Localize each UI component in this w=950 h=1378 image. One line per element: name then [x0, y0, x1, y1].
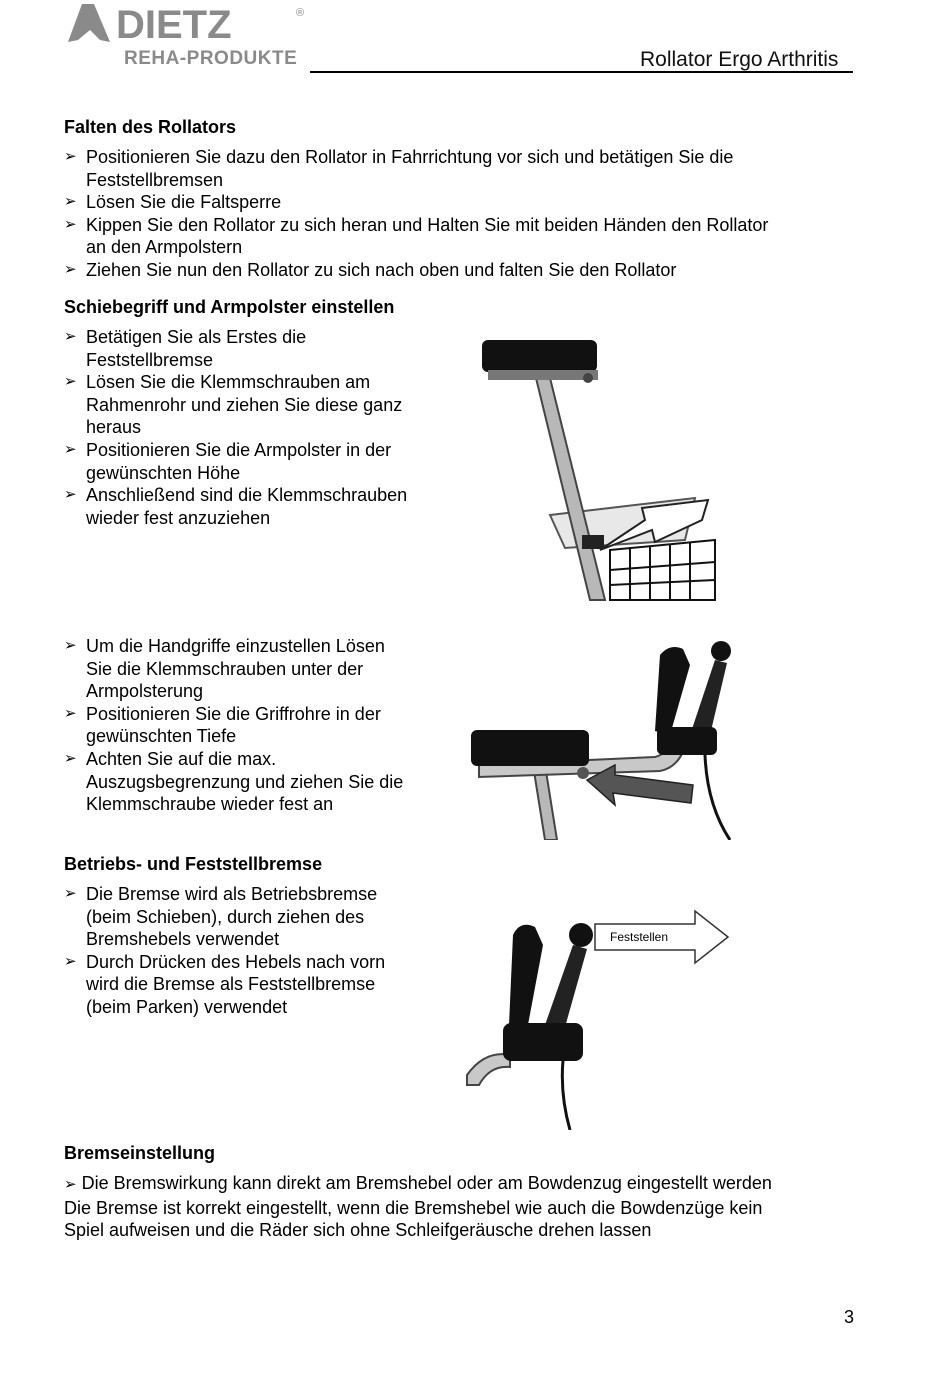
- bullet-arrow-icon: ➢: [64, 749, 77, 767]
- bullet-arrow-icon: ➢: [64, 637, 77, 654]
- header-divider: [310, 71, 853, 73]
- armrest-adjustment-photo: [470, 330, 720, 605]
- bullet-arrow-icon: ➢: [64, 1176, 77, 1193]
- bullet-arrow-icon: ➢: [64, 193, 77, 211]
- list-item: ➢ Um die Handgriffe einzustellen Lösen Sie die Klemmschrauben unter der Armpolsterung: [64, 636, 385, 702]
- list-item: ➢ Die Bremse wird als Betriebsbremse (beim Schieben), durch ziehen des Bremshebels verwendet: [64, 884, 378, 950]
- list-item: ➢ Betätigen Sie als Erstes die Feststellbremse: [64, 327, 307, 370]
- list-item: ➢ Lösen Sie die Faltsperre: [64, 192, 282, 213]
- list-item: ➢ Durch Drücken des Hebels nach vorn wird die Bremse als Feststellbremse (beim Parken) verwendet: [64, 951, 386, 1017]
- list-item: ➢ Lösen Sie die Klemmschrauben am Rahmenrohr und ziehen Sie diese ganz heraus: [64, 372, 403, 438]
- list-item: ➢ Positionieren Sie dazu den Rollator in Fahrrichtung vor sich und betätigen Sie die Feststellbremsen: [64, 147, 734, 190]
- page-number: 3: [843, 1307, 854, 1327]
- paragraph-line: Die Bremse ist korrekt eingestellt, wenn die Bremshebel wie auch die Bowdenzüge kein: [64, 1197, 763, 1218]
- parking-brake-photo: [465, 905, 735, 1130]
- document-title: Rollator Ergo Arthritis: [640, 48, 839, 71]
- bullet-arrow-icon: ➢: [64, 952, 77, 970]
- heading-bremse: Betriebs- und Feststellbremse: [64, 854, 323, 874]
- list-item: ➢ Kippen Sie den Rollator zu sich heran und Halten Sie mit beiden Händen den Rollator an den Armpolstern: [64, 214, 769, 258]
- svg-text:®: ®: [296, 7, 305, 19]
- bullet-arrow-icon: ➢: [64, 148, 77, 165]
- feststellen-label: Feststellen: [610, 930, 669, 944]
- bremseinstellung-text: [64, 1172, 894, 1242]
- bullet-arrow-icon: ➢: [64, 486, 77, 504]
- bullet-arrow-icon: ➢: [64, 215, 77, 233]
- heading-bremseinstellung: Bremseinstellung: [64, 1143, 216, 1163]
- list-item: ➢ Anschließend sind die Klemmschrauben wieder fest anzuziehen: [64, 485, 408, 528]
- list-bremse: [64, 883, 454, 1019]
- list-falten: [64, 146, 864, 282]
- list-item: ➢ Positionieren Sie die Armpolster in der gewünschten Höhe: [64, 439, 392, 483]
- list-handgriffe: [64, 635, 454, 816]
- bullet-arrow-icon: ➢: [64, 373, 77, 391]
- list-item: ➢ Positionieren Sie die Griffrohre in der gewünschten Tiefe: [64, 703, 381, 747]
- handle-adjustment-photo: [465, 635, 745, 840]
- list-item: ➢ Die Bremswirkung kann direkt am Bremshebel oder am Bowdenzug eingestellt werden: [64, 1173, 772, 1193]
- list-item: ➢ Achten Sie auf die max. Auszugsbegrenzung und ziehen Sie die Klemmschraube wieder fest an: [64, 748, 404, 815]
- heading-falten: Falten des Rollators: [64, 117, 237, 137]
- dietz-logo: [64, 0, 314, 72]
- heading-schiebegriff: Schiebegriff und Armpolster einstellen: [64, 297, 395, 317]
- paragraph-line: Spiel aufweisen und die Räder sich ohne Schleifgeräusche drehen lassen: [64, 1220, 652, 1241]
- bullet-arrow-icon: ➢: [64, 260, 77, 278]
- bullet-arrow-icon: ➢: [64, 328, 77, 345]
- brand-sub-text: REHA-PRODUKTE: [124, 48, 298, 69]
- bullet-arrow-icon: ➢: [64, 704, 77, 722]
- bullet-arrow-icon: ➢: [64, 885, 77, 902]
- list-item: ➢ Ziehen Sie nun den Rollator zu sich nach oben und falten Sie den Rollator: [64, 259, 677, 280]
- list-schiebegriff: [64, 326, 454, 529]
- brand-text: DIETZ: [116, 3, 232, 47]
- bullet-arrow-icon: ➢: [64, 440, 77, 458]
